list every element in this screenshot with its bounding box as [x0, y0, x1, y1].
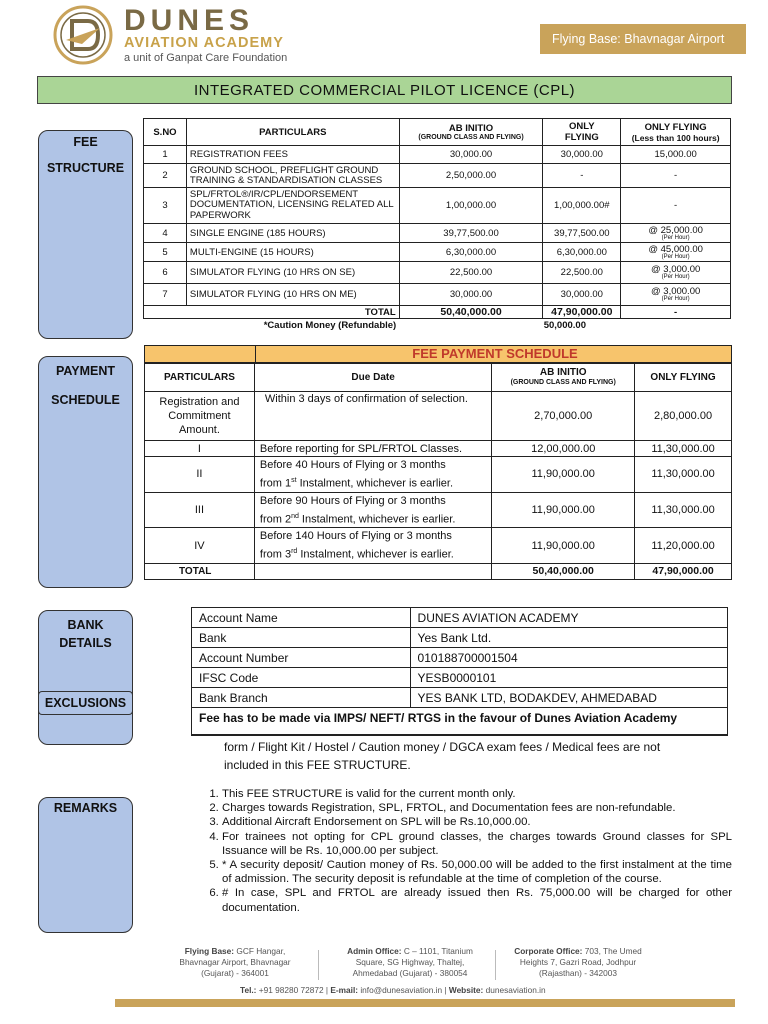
- bank-field-label: Bank Branch: [192, 688, 411, 708]
- brand-unit: a unit of Ganpat Care Foundation: [124, 52, 288, 64]
- row-ab-initio: 11,90,000.00: [492, 492, 635, 528]
- ab-initio-label: AB INITIO: [448, 122, 494, 134]
- header-particulars: PARTICULARS: [186, 119, 399, 146]
- footer-admin-label: Admin Office:: [347, 946, 402, 956]
- row-particular: Registration and Commitment Amount.: [145, 392, 255, 441]
- remark-item: 5. * A security deposit/ Caution money of Rs. 50,000.00 will be added to the first instalment at the time of admission. The security deposit is refundable at the time of completion of the course.: [222, 858, 732, 886]
- row-number: 4: [144, 224, 187, 243]
- footer-corp-label: Corporate Office:: [514, 946, 583, 956]
- ab-initio-label: AB INITIO: [539, 366, 587, 378]
- table-row: [145, 457, 732, 493]
- fee-structure-table: [143, 118, 731, 332]
- row-ab-initio: 11,90,000.00: [492, 528, 635, 564]
- footer-admin-line-2: Square, SG Highway, Thaltej,: [355, 957, 465, 967]
- row-due-date: Before 40 Hours of Flying or 3 months from 1st Instalment, whichever is earlier.: [254, 457, 491, 493]
- payment-schedule-label-box: [38, 356, 133, 588]
- row-only-flying-hours: [621, 243, 731, 262]
- total-only-flying: 47,90,000.00: [543, 306, 621, 319]
- remarks-list: [195, 787, 732, 915]
- footer-corp-line-3: (Rajasthan) - 342003: [539, 968, 617, 978]
- remark-item: 2. Charges towards Registration, SPL, FRTOL, and Documentation fees are non-refundable.: [222, 801, 732, 815]
- row-particular: REGISTRATION FEES: [186, 146, 399, 164]
- row-particular: SPL/FRTOL®/IR/CPL/ENDORSEMENT DOCUMENTATION, LICENSING RELATED ALL PAPERWORK: [186, 188, 399, 224]
- payment-label: PAYMENT: [55, 364, 116, 378]
- table-row: [144, 224, 731, 243]
- total-only-flying-hours: -: [621, 306, 731, 319]
- row-number: 6: [144, 262, 187, 284]
- footer-admin-office: [335, 946, 485, 979]
- row-due-date: Within 3 days of confirmation of selection.: [254, 392, 491, 441]
- row-due-date: Before 140 Hours of Flying or 3 months from 3rd Instalment, whichever is earlier.: [254, 528, 491, 564]
- table-row: [144, 243, 731, 262]
- footer-email-label: E-mail:: [330, 985, 359, 995]
- footer-admin-line-1: C – 1101, Titanium: [403, 946, 473, 956]
- exclusions-text-line-1: form / Flight Kit / Hostel / Caution money / DGCA exam fees / Medical fees are not: [224, 740, 661, 754]
- row-only-flying: 22,500.00: [543, 262, 621, 284]
- fee-label: FEE: [73, 135, 98, 149]
- total-spacer: [144, 306, 187, 319]
- flying-base-banner: Flying Base: Bhavnagar Airport: [540, 24, 746, 54]
- header-particulars: PARTICULARS: [145, 364, 255, 392]
- total-ab-initio: 50,40,000.00: [399, 306, 543, 319]
- remarks-label: REMARKS: [53, 801, 118, 815]
- schedule-label: SCHEDULE: [51, 393, 120, 407]
- footer-gold-line: [115, 999, 735, 1007]
- bank-field-value: DUNES AVIATION ACADEMY: [410, 608, 727, 628]
- row-ab-initio: 1,00,000.00: [399, 188, 543, 224]
- caution-value: 50,000.00: [399, 319, 730, 332]
- table-row: [144, 284, 731, 306]
- row-particular: III: [145, 492, 255, 528]
- exclusions-text-line-2: included in this FEE STRUCTURE.: [224, 758, 411, 772]
- bank-field-label: Account Number: [192, 648, 411, 668]
- rate-unit: (Per Hour): [661, 296, 690, 302]
- bank-field-value: YES BANK LTD, BODAKDEV, AHMEDABAD: [410, 688, 727, 708]
- bank-field-value: 010188700001504: [410, 648, 727, 668]
- row-only-flying: 11,30,000.00: [635, 441, 732, 457]
- only-flying-label: ONLY FLYING: [644, 121, 707, 133]
- fee-structure-label-box: [38, 130, 133, 339]
- rate-value: @ 3,000.00: [651, 286, 701, 297]
- rate-unit: (Per Hour): [661, 274, 690, 280]
- footer-corporate-office: [503, 946, 653, 979]
- footer-divider: [318, 950, 319, 980]
- exclusions-label-box: EXCLUSIONS: [38, 691, 133, 715]
- footer-website: dunesaviation.in: [485, 985, 546, 995]
- header-only-flying: ONLY FLYING: [543, 119, 621, 146]
- row-due-date: Before reporting for SPL/FRTOL Classes.: [254, 441, 491, 457]
- footer-flying-line-2: Bhavnagar Airport, Bhavnagar: [179, 957, 291, 967]
- row-only-flying: 30,000.00: [543, 146, 621, 164]
- row-ab-initio: 30,000.00: [399, 284, 543, 306]
- bank-payment-note: Fee has to be made via IMPS/ NEFT/ RTGS in the favour of Dunes Aviation Academy: [192, 708, 728, 735]
- row-particular: I: [145, 441, 255, 457]
- footer-tel-label: Tel.:: [240, 985, 257, 995]
- bank-field-label: Bank: [192, 628, 411, 648]
- bank-details-label-box: [38, 610, 133, 745]
- footer-admin-line-3: Ahmedabad (Gujarat) - 380054: [352, 968, 468, 978]
- row-number: 1: [144, 146, 187, 164]
- total-spacer: [254, 563, 491, 579]
- ab-initio-sub: (GROUND CLASS AND FLYING): [418, 133, 524, 141]
- row-only-flying-hours: -: [621, 164, 731, 188]
- footer-email: info@dunesaviation.in: [360, 985, 443, 995]
- total-ab-initio: 50,40,000.00: [492, 563, 635, 579]
- row-only-flying: 6,30,000.00: [543, 243, 621, 262]
- row-number: 3: [144, 188, 187, 224]
- row-only-flying: 11,30,000.00: [635, 492, 732, 528]
- row-number: 2: [144, 164, 187, 188]
- row-only-flying: 11,30,000.00: [635, 457, 732, 493]
- row-only-flying-hours: [621, 224, 731, 243]
- bank-field-label: IFSC Code: [192, 668, 411, 688]
- footer-divider: [495, 950, 496, 980]
- row-only-flying: 2,80,000.00: [635, 392, 732, 441]
- bank-field-value: YESB0000101: [410, 668, 727, 688]
- row-particular: II: [145, 457, 255, 493]
- row-particular: SINGLE ENGINE (185 HOURS): [186, 224, 399, 243]
- fee-total-row: [144, 306, 731, 319]
- table-row: [192, 688, 728, 708]
- row-particular: GROUND SCHOOL, PREFLIGHT GROUND TRAINING & STANDARDISATION CLASSES: [186, 164, 399, 188]
- brand-subtitle: AVIATION ACADEMY: [124, 35, 284, 51]
- row-ab-initio: 30,000.00: [399, 146, 543, 164]
- rate-value: @ 45,000.00: [648, 243, 703, 255]
- bank-field-label: Account Name: [192, 608, 411, 628]
- total-label: TOTAL: [186, 306, 399, 319]
- table-row: [192, 628, 728, 648]
- remark-item: 3. Additional Aircraft Endorsement on SPL will be Rs.10,000.00.: [222, 815, 732, 829]
- row-ab-initio: 11,90,000.00: [492, 457, 635, 493]
- row-only-flying: 11,20,000.00: [635, 528, 732, 564]
- row-only-flying-hours: 15,000.00: [621, 146, 731, 164]
- table-row: [144, 188, 731, 224]
- remark-item: 1. This FEE STRUCTURE is valid for the current month only.: [222, 787, 732, 801]
- row-due-date: Before 90 Hours of Flying or 3 months from 2nd Instalment, whichever is earlier.: [254, 492, 491, 528]
- footer-corp-line-1: 703, The Umed: [584, 946, 642, 956]
- footer-web-label: Website:: [448, 985, 484, 995]
- footer-corp-line-2: Heights 7, Gazri Road, Jodhpur: [519, 957, 637, 967]
- table-row: [192, 608, 728, 628]
- row-ab-initio: 6,30,000.00: [399, 243, 543, 262]
- footer-tel: +91 98280 72872: [258, 985, 324, 995]
- caution-row: [144, 319, 731, 332]
- bank-note-row: [192, 708, 728, 735]
- table-row: [145, 528, 732, 564]
- details-label: DETAILS: [59, 636, 112, 650]
- ab-initio-sub: (GROUND CLASS AND FLYING): [510, 378, 616, 386]
- remark-item: 6. # In case, SPL and FRTOL are already issued then Rs. 75,000.00 will be charged for other documentation.: [222, 886, 732, 914]
- table-row: [145, 441, 732, 457]
- row-number: 5: [144, 243, 187, 262]
- table-row: [144, 146, 731, 164]
- structure-label: STRUCTURE: [46, 161, 125, 175]
- fee-table-header: [144, 119, 731, 146]
- row-only-flying: 30,000.00: [543, 284, 621, 306]
- footer-flying-base: [170, 946, 300, 979]
- header-only-flying-hours: [621, 119, 731, 146]
- only-flying-sub: (Less than 100 hours): [631, 132, 720, 143]
- rate-value: @ 25,000.00: [648, 224, 703, 236]
- caution-label: *Caution Money (Refundable): [263, 319, 397, 331]
- table-row: [144, 262, 731, 284]
- row-particular: SIMULATOR FLYING (10 HRS ON SE): [186, 262, 399, 284]
- payment-schedule-table: [144, 363, 732, 580]
- rate-unit: (Per Hour): [661, 253, 690, 260]
- row-only-flying-hours: [621, 262, 731, 284]
- remark-item: 4. For trainees not opting for CPL ground classes, the charges towards Ground classes for SPL Issuance will be Rs. 10,000.00 per subject.: [222, 830, 732, 858]
- row-ab-initio: 12,00,000.00: [492, 441, 635, 457]
- payment-schedule-title-bar: [144, 345, 732, 363]
- row-ab-initio: 39,77,500.00: [399, 224, 543, 243]
- row-particular: SIMULATOR FLYING (10 HRS ON ME): [186, 284, 399, 306]
- header-ab-initio: [399, 119, 543, 146]
- rate-unit: (Per Hour): [661, 234, 690, 241]
- row-number: 7: [144, 284, 187, 306]
- table-row: [192, 648, 728, 668]
- table-row: [145, 392, 732, 441]
- row-particular: MULTI-ENGINE (15 HOURS): [186, 243, 399, 262]
- bank-label: BANK: [67, 618, 104, 632]
- payment-table-header: [145, 364, 732, 392]
- footer-flying-label: Flying Base:: [184, 946, 235, 956]
- row-only-flying-hours: [621, 284, 731, 306]
- total-only-flying: 47,90,000.00: [635, 563, 732, 579]
- row-ab-initio: 2,50,000.00: [399, 164, 543, 188]
- header-due-date: Due Date: [254, 364, 491, 392]
- row-ab-initio: 22,500.00: [399, 262, 543, 284]
- academy-logo: [52, 4, 114, 66]
- row-only-flying: 39,77,500.00: [543, 224, 621, 243]
- footer-contact-line: Tel.: +91 98280 72872 | E-mail: info@dunesaviation.in | Website: dunesaviation.in: [240, 985, 546, 995]
- header-only-flying: ONLY FLYING: [635, 364, 732, 392]
- header-sno: S.NO: [144, 119, 187, 146]
- table-row: [144, 164, 731, 188]
- table-row: [192, 668, 728, 688]
- payment-total-row: [145, 563, 732, 579]
- rate-value: @ 3,000.00: [651, 264, 701, 275]
- footer-flying-line-1: GCF Hangar,: [236, 946, 286, 956]
- page-title: INTEGRATED COMMERCIAL PILOT LICENCE (CPL): [37, 76, 732, 104]
- header-ab-initio: [492, 364, 635, 392]
- footer-flying-line-3: (Gujarat) - 364001: [201, 968, 269, 978]
- total-label: TOTAL: [145, 563, 255, 579]
- brand-name: DUNES: [124, 4, 255, 37]
- row-only-flying: 1,00,000.00#: [543, 188, 621, 224]
- bank-field-value: Yes Bank Ltd.: [410, 628, 727, 648]
- row-only-flying: -: [543, 164, 621, 188]
- row-particular: IV: [145, 528, 255, 564]
- row-ab-initio: 2,70,000.00: [492, 392, 635, 441]
- table-row: [145, 492, 732, 528]
- bank-details-table: [191, 607, 728, 736]
- row-only-flying-hours: -: [621, 188, 731, 224]
- remarks-label-box: [38, 797, 133, 933]
- payment-schedule-title: FEE PAYMENT SCHEDULE: [255, 346, 734, 362]
